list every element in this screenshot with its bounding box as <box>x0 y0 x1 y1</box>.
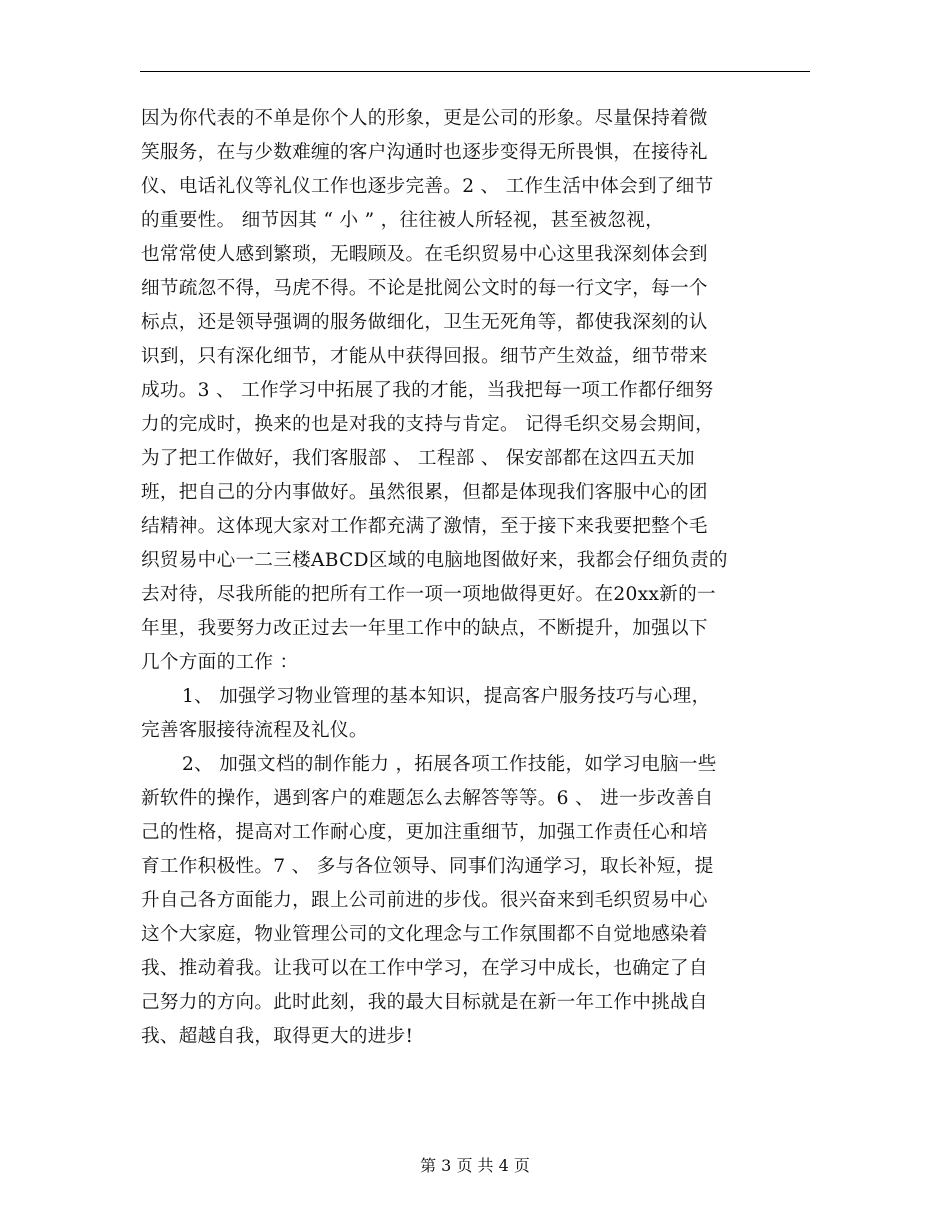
list-item-line: 2、 加强文档的制作能力 ，拓展各项工作技能，如学习电脑一些 <box>182 754 717 775</box>
text-line: 我、推动着我。让我可以在工作中学习，在学习中成长，也确定了自 <box>141 958 708 979</box>
text-line: 己努力的方向。此时此刻，我的最大目标就是在新一年工作中挑战自 <box>141 992 708 1013</box>
text-line: 织贸易中心一二三楼ABCD区域的电脑地图做好来，我都会仔细负责的 <box>141 550 728 571</box>
text-line: 新软件的操作，遇到客户的难题怎么去解答等等。6 、 进一步改善自 <box>141 788 714 809</box>
text-line: 这个大家庭，物业管理公司的文化理念与工作氛围都不自觉地感染着 <box>141 924 708 945</box>
header-rule <box>140 71 810 72</box>
text-line: 年里，我要努力改正过去一年里工作中的缺点，不断提升，加强以下 <box>141 618 708 639</box>
text-line: 识到，只有深化细节，才能从中获得回报。细节产生效益，细节带来 <box>141 346 708 367</box>
text-line: 己的性格，提高对工作耐心度，更加注重细节，加强工作责任心和培 <box>141 822 708 843</box>
page-number-footer: 第 3 页 共 4 页 <box>420 1156 530 1175</box>
text-line: 我、超越自我，取得更大的进步! <box>141 1026 414 1047</box>
text-line: 结精神。这体现大家对工作都充满了激情，至于接下来我要把整个毛 <box>141 516 708 537</box>
list-item-line: 1、 加强学习物业管理的基本知识，提高客户服务技巧与心理， <box>182 686 711 707</box>
text-line: 升自己各方面能力，跟上公司前进的步伐。很兴奋来到毛织贸易中心 <box>141 890 708 911</box>
text-line: 的重要性。 细节因其 “ 小 ” ，往往被人所轻视，甚至被忽视， <box>141 210 665 231</box>
text-line: 完善客服接待流程及礼仪。 <box>141 720 368 741</box>
text-line: 几个方面的工作 ： <box>141 652 299 673</box>
text-line: 为了把工作做好，我们客服部 、 工程部 、 保安部都在这四五天加 <box>141 448 695 469</box>
text-line: 也常常使人感到繁琐，无暇顾及。在毛织贸易中心这里我深刻体会到 <box>141 244 708 265</box>
text-line: 仪、电话礼仪等礼仪工作也逐步完善。2 、 工作生活中体会到了细节 <box>141 176 714 197</box>
text-line: 班，把自己的分内事做好。虽然很累，但都是体现我们客服中心的团 <box>141 482 708 503</box>
text-line: 标点，还是领导强调的服务做细化，卫生无死角等，都使我深刻的认 <box>141 312 708 333</box>
text-line: 育工作积极性。7 、 多与各位领导、同事们沟通学习，取长补短，提 <box>141 856 714 877</box>
text-line: 成功。3 、 工作学习中拓展了我的才能，当我把每一项工作都仔细努 <box>141 380 714 401</box>
text-line: 力的完成时，换来的也是对我的支持与肯定。 记得毛织交易会期间， <box>141 414 715 435</box>
text-line: 因为你代表的不单是你个人的形象，更是公司的形象。尽量保持着微 <box>141 108 708 129</box>
text-line: 去对待，尽我所能的把所有工作一项一项地做得更好。在20xx新的一 <box>141 584 716 605</box>
document-body <box>141 102 811 1054</box>
text-line: 笑服务，在与少数难缠的客户沟通时也逐步变得无所畏惧，在接待礼 <box>141 142 708 163</box>
text-line: 细节疏忽不得，马虎不得。不论是批阅公文时的每一行文字，每一个 <box>141 278 708 299</box>
